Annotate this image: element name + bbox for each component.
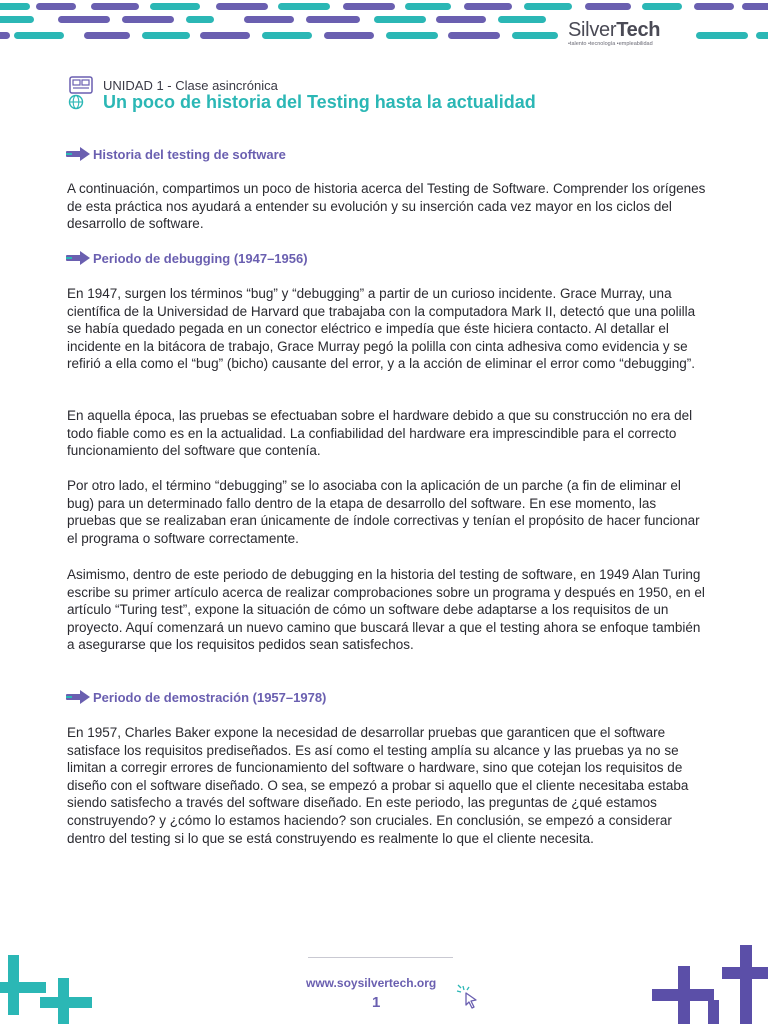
dash <box>150 3 200 10</box>
unit-label: UNIDAD 1 - Clase asincrónica <box>103 78 278 93</box>
dash <box>498 16 546 23</box>
page-number: 1 <box>372 994 381 1011</box>
paragraph: A continuación, compartimos un poco de historia acerca del Testing de Software. Comprender los orígenes de esta práctica nos ayudará a entender su evolución y su inserción cada vez mayor en los ciclos del desarrollo de software. <box>67 181 706 232</box>
dash <box>200 32 250 39</box>
section-heading-demostracion <box>66 688 326 706</box>
heading-text: Periodo de demostración (1957–1978) <box>93 689 327 705</box>
dash <box>448 32 500 39</box>
dash <box>122 16 174 23</box>
dash <box>186 16 214 23</box>
dash <box>524 3 572 10</box>
cursor-click-icon <box>454 983 480 1009</box>
page-title: Un poco de historia del Testing hasta la actualidad <box>103 92 536 112</box>
dash <box>742 3 768 10</box>
dash <box>324 32 374 39</box>
teal-plus-decoration <box>40 978 92 1024</box>
computer-globe-icon <box>68 76 94 110</box>
dash <box>0 16 34 23</box>
dash <box>386 32 438 39</box>
brand-name: SilverTech <box>568 19 661 41</box>
dash <box>696 32 748 39</box>
dash <box>374 16 426 23</box>
brand-tagline: •talento •tecnología •empleabilidad <box>568 41 653 47</box>
arrow-right-icon <box>66 147 90 161</box>
dash <box>343 3 395 10</box>
dash <box>91 3 139 10</box>
dash <box>756 32 768 39</box>
dash <box>0 32 10 39</box>
section-heading-historia <box>66 145 286 163</box>
dash <box>262 32 312 39</box>
paragraph: Asimismo, dentro de este periodo de debugging en la historia del testing de software, en 1949 Alan Turing escribe su primer artículo acerca de realizar comprobaciones sobre un programa y después en 1950, en el artículo “Turing test”, expone la situación de cómo un software debe adaptarse a los requisitos de un proyecto. Aquí comenzará un nuevo camino que buscará llevar a que el testing ahora se enfoque también a asegurarse que los requisitos pedidos sean satisfechos. <box>67 567 705 653</box>
dash <box>58 16 110 23</box>
dash <box>642 3 682 10</box>
dash <box>436 16 486 23</box>
purple-plus-decoration <box>722 945 768 1024</box>
dash <box>216 3 268 10</box>
paragraph: En 1957, Charles Baker expone la necesidad de desarrollar pruebas que garanticen que el software satisface los requisitos prediseñados. Es así como el testing amplía su alcance y las pruebas ya no se limitan a corregir errores de funcionamiento del software o hardware, sino que cotejan los requisitos de diseño con el software diseñado. O sea, se empezó a probar si aquello que el cliente necesitaba estaba siendo satisfecho a través del software diseñado. En este periodo, las preguntas de ¿qué estamos construyendo? y ¿cómo lo estamos haciendo? son cruciales. En conclusión, se empezó a considerar dentro del testing si lo que se está construyendo es realmente lo que el cliente necesita. <box>67 725 689 846</box>
dash <box>405 3 451 10</box>
dash <box>244 16 294 23</box>
paragraph: Por otro lado, el término “debugging” se lo asociaba con la aplicación de un parche (a fin de eliminar el bug) para un determinado fallo dentro de la etapa de desarrollo del software. En ese momento, las pruebas que se realizaban eran únicamente de índole correctivas y tenían el propósito de hacer funcionar el programa o software correctamente. <box>67 478 700 546</box>
dash <box>694 3 734 10</box>
dash <box>585 3 631 10</box>
dash <box>14 32 64 39</box>
paragraph: En 1947, surgen los términos “bug” y “debugging” a partir de un curioso incidente. Grace Murray, una científica de la Universidad de Harvard que trabajaba con la computadora Mark II, detectó que una polilla se había quedado pegada en un conector eléctrico e impedía que éste hiciera contacto. Al detallar el incidente en la bitácora de trabajo, Grace Murray pegó la polilla con cinta adhesiva como evidencia y se refirió a ella como el “bug” (bicho) causante del error, y a la acción de eliminar el error como “debugging”. <box>67 286 696 372</box>
heading-text: Historia del testing de software <box>93 146 286 162</box>
dash <box>464 3 512 10</box>
footer-divider <box>308 957 453 958</box>
dash <box>84 32 130 39</box>
dash <box>36 3 76 10</box>
footer-link[interactable]: www.soysilvertech.org <box>306 976 437 990</box>
dash <box>142 32 190 39</box>
arrow-right-icon <box>66 690 90 704</box>
section-heading-debugging <box>66 249 308 267</box>
dash <box>0 3 30 10</box>
dash <box>306 16 360 23</box>
dash <box>278 3 330 10</box>
arrow-right-icon <box>66 251 90 265</box>
dash <box>512 32 558 39</box>
paragraph: En aquella época, las pruebas se efectuaban sobre el hardware debido a que su construcción no era del todo fiable como es en la actualidad. La confiabilidad del hardware era imprescindible para el correcto funcionamiento del software que contenía. <box>67 408 693 459</box>
brand-logo <box>568 20 698 47</box>
purple-plus-decoration <box>698 1000 728 1024</box>
heading-text: Periodo de debugging (1947–1956) <box>93 250 308 266</box>
